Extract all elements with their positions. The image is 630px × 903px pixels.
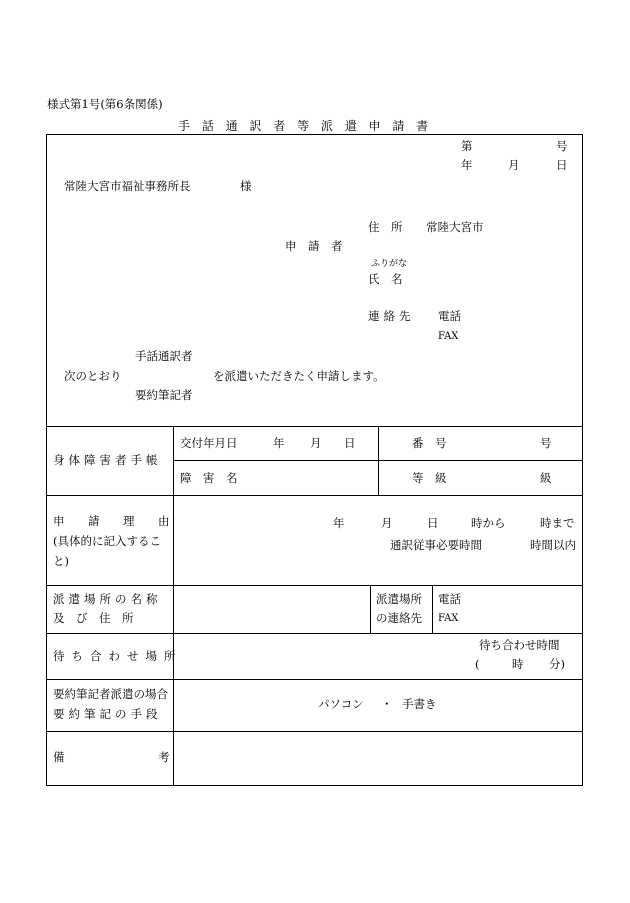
remarks-label: 備 — [53, 750, 65, 764]
issue-month: 月 — [310, 436, 322, 450]
reason-year: 年 — [333, 516, 345, 530]
reason-label-line2: (具体的に記入するこ — [53, 534, 161, 548]
place-contact-label: 派遣場所 — [376, 592, 422, 606]
date-day: 日 — [556, 158, 568, 172]
remarks-label-end: 考 — [158, 750, 170, 764]
meeting-hour: 時 — [512, 657, 524, 671]
contact-label: 連絡先 — [368, 309, 415, 323]
place-fax[interactable]: FAX — [438, 613, 459, 624]
reason-month: 月 — [381, 516, 393, 530]
address-value[interactable]: 常陸大宮市 — [426, 220, 484, 234]
number-unit: 号 — [540, 436, 552, 450]
date-year: 年 — [461, 158, 473, 172]
place-label: 派遣場所の名称 — [53, 592, 162, 606]
remarks-field[interactable] — [175, 734, 579, 782]
form-title: 手 話 通 訳 者 等 派 遣 申 請 書 — [178, 119, 433, 133]
addressee-sama: 様 — [240, 179, 252, 193]
addressee: 常陸大宮市福祉事務所長 — [64, 179, 191, 193]
place-phone[interactable]: 電話 — [438, 592, 461, 606]
method-separator: ・ — [381, 697, 393, 711]
applicant-fax[interactable]: FAX — [438, 331, 459, 342]
option-interpreter[interactable]: 手話通訳者 — [135, 349, 193, 363]
issue-day: 日 — [344, 436, 356, 450]
date-month: 月 — [508, 158, 520, 172]
option-summary-writer[interactable]: 要約筆記者 — [135, 388, 193, 402]
furigana-label: ふりがな — [371, 259, 408, 269]
reason-day: 日 — [427, 516, 439, 530]
place-contact-label-line2: の連絡先 — [376, 611, 422, 625]
number-label: 番 号 — [412, 436, 447, 450]
handbook-label: 身体障害者手帳 — [53, 453, 162, 467]
place-label-line2: 及 び 住 所 — [53, 611, 134, 625]
from-time: 時から — [471, 516, 506, 530]
applicant-phone[interactable]: 電話 — [438, 309, 461, 323]
number-suffix: 号 — [556, 139, 568, 153]
place-name-field[interactable] — [175, 588, 367, 630]
number-prefix: 第 — [461, 139, 473, 153]
grade-unit: 級 — [540, 471, 552, 485]
issue-year: 年 — [273, 436, 285, 450]
grade-label: 等 級 — [412, 471, 447, 485]
name-label: 氏 名 — [368, 272, 403, 286]
method-label: 要約筆記者派遣の場合 — [53, 687, 168, 701]
issue-date-label: 交付年月日 — [180, 436, 238, 450]
disability-label: 障 害 名 — [180, 471, 238, 485]
request-text: を派遣いただきたく申請します。 — [213, 369, 385, 383]
meeting-paren-open: ( — [475, 657, 480, 671]
as-follows-text: 次のとおり — [64, 369, 122, 383]
meeting-place-label: 待ち合わせ場所 — [53, 649, 183, 663]
meeting-minute: 分) — [549, 657, 565, 671]
within-hours: 時間以内 — [530, 538, 576, 552]
method-pc-option[interactable]: パソコン — [318, 697, 364, 711]
form-number: 様式第1号(第6条関係) — [47, 97, 163, 111]
method-handwriting-option[interactable]: 手書き — [402, 697, 437, 711]
reason-label-line3: と) — [53, 554, 69, 568]
meeting-time-label: 待ち合わせ時間 — [479, 638, 560, 652]
duty-hours-label: 通訳従事必要時間 — [390, 538, 482, 552]
method-label-line2: 要約筆記の手段 — [53, 707, 162, 721]
address-label: 住 所 — [368, 220, 403, 234]
applicant-label: 申 請 者 — [285, 239, 343, 253]
to-time: 時まで — [540, 516, 575, 530]
reason-label: 申 請 理 由 — [53, 514, 176, 528]
